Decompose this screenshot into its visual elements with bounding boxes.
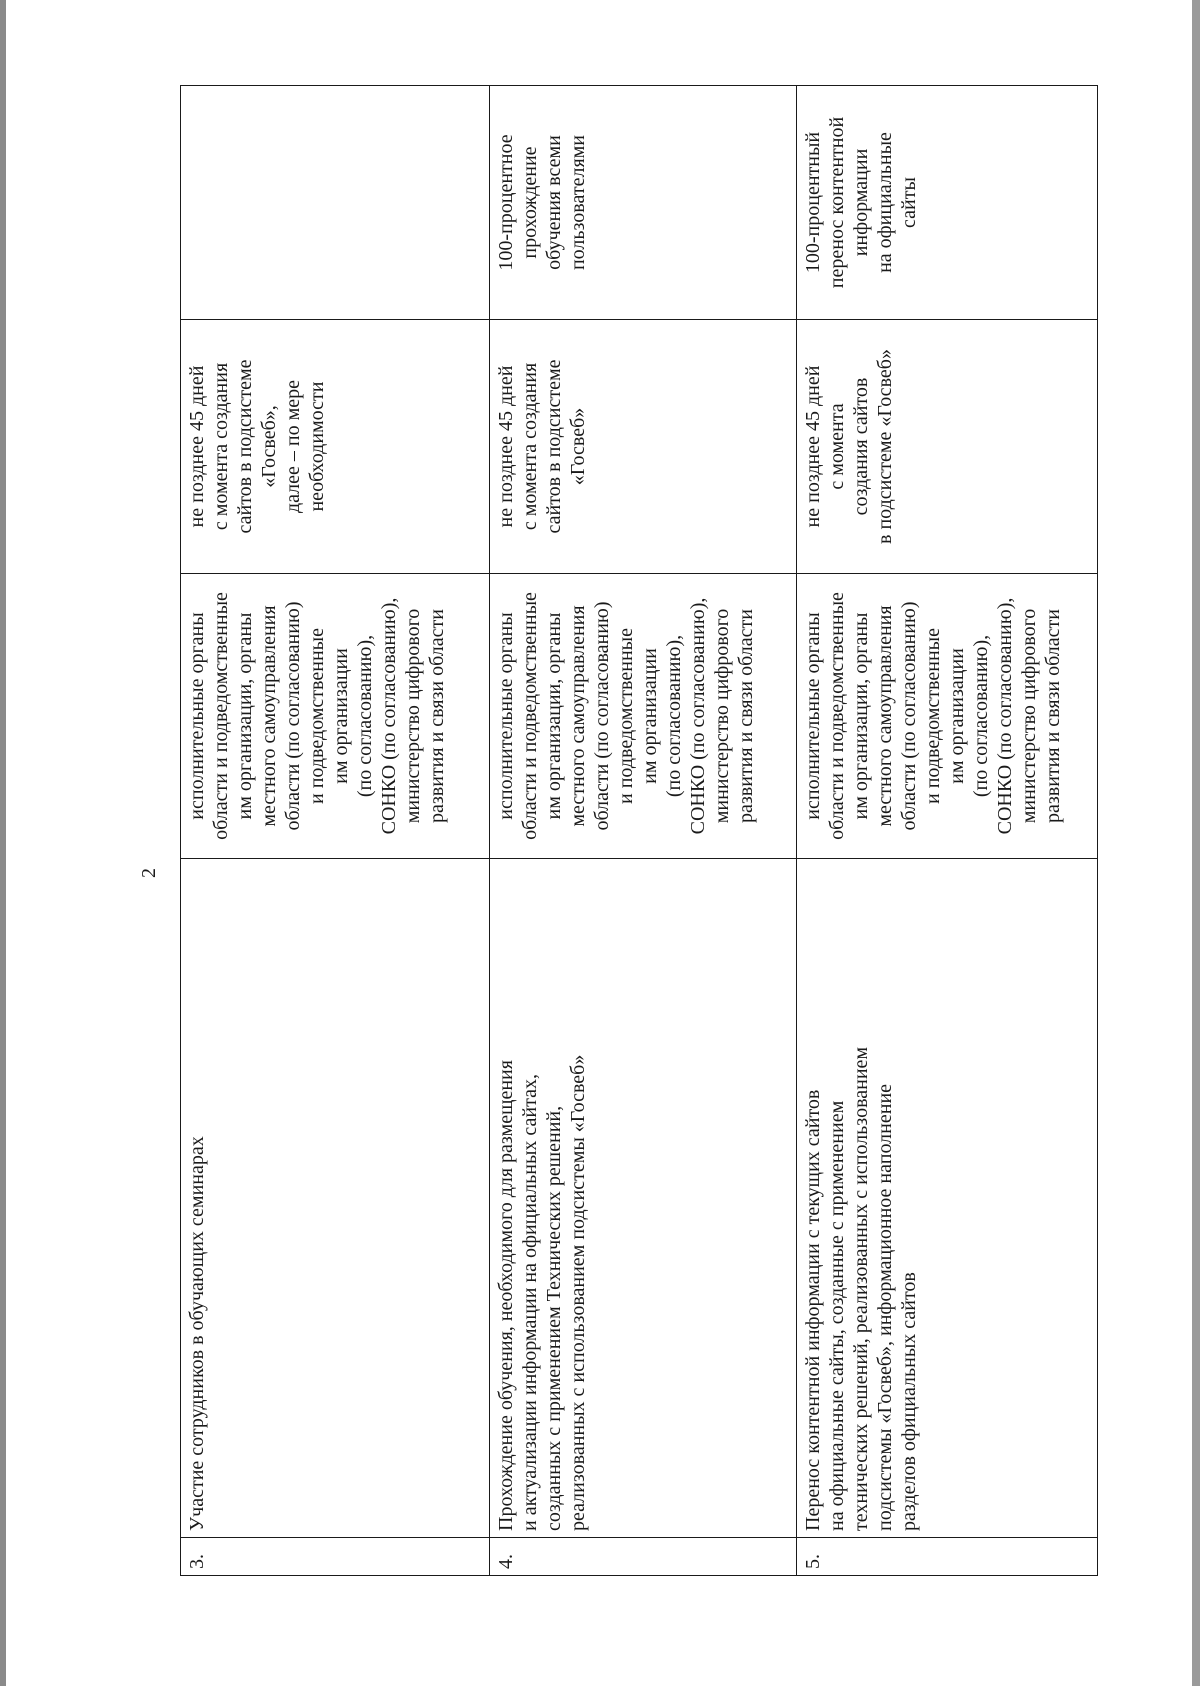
- row-number: 3.: [181, 1538, 490, 1576]
- event-cell: Участие сотрудников в обучающих семинарах: [181, 859, 490, 1538]
- table-row: [797, 86, 1098, 1576]
- table-row: [490, 86, 797, 1576]
- deadline-cell: не позднее 45 дней с момента создания сайтов в подсистеме «Госвеб», далее – по мере необходимости: [181, 320, 490, 574]
- page-number: 2: [138, 868, 160, 878]
- scan-edge-right: [1192, 0, 1200, 1686]
- executors-cell: исполнительные органы области и подведомственные им организации, органы местного самоуправления области (по согласованию) и подведомственные им организации (по согласованию), СОНКО (по согласованию), министерство цифрового развития и связи области: [181, 574, 490, 859]
- event-cell: Перенос контентной информации с текущих сайтов на официальные сайты, созданные с применением технических решений, реализованных с использованием подсистемы «Госвеб», информационное наполнение разделов официальных сайтов: [797, 859, 1098, 1538]
- result-cell: 100-процентное прохождение обучения всеми пользователями: [490, 86, 797, 320]
- result-cell: [181, 86, 490, 320]
- executors-cell: исполнительные органы области и подведомственные им организации, органы местного самоуправления области (по согласованию) и подведомственные им организации (по согласованию), СОНКО (по согласованию), министерство цифрового развития и связи области: [797, 574, 1098, 859]
- rotated-page-content: [138, 86, 1097, 1576]
- result-cell: 100-процентный перенос контентной информации на официальные сайты: [797, 86, 1098, 320]
- deadline-cell: не позднее 45 дней с момента создания сайтов в подсистеме «Госвеб»: [490, 320, 797, 574]
- action-plan-table: [180, 85, 1098, 1576]
- event-cell: Прохождение обучения, необходимого для размещения и актуализации информации на официальных сайтах, созданных с применением Технических решений, реализованных с использованием подсистемы «Госвеб»: [490, 859, 797, 1538]
- deadline-cell: не позднее 45 дней с момента создания сайтов в подсистеме «Госвеб»: [797, 320, 1098, 574]
- executors-cell: исполнительные органы области и подведомственные им организации, органы местного самоуправления области (по согласованию) и подведомственные им организации (по согласованию), СОНКО (по согласованию), министерство цифрового развития и связи области: [490, 574, 797, 859]
- row-number: 4.: [490, 1538, 797, 1576]
- table-row: [181, 86, 490, 1576]
- scan-edge-left: [0, 0, 6, 1686]
- row-number: 5.: [797, 1538, 1098, 1576]
